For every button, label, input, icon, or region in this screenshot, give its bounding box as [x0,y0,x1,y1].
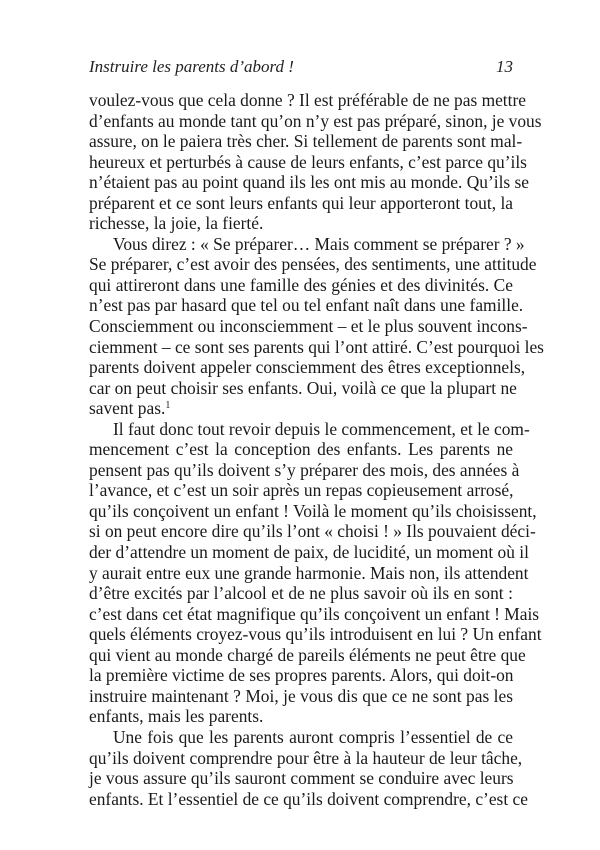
text-line: n’est pas par hasard que tel ou tel enfant naît dans une famille. [89,295,524,316]
paragraph [89,233,544,419]
text-line: d’enfants au monde tant qu’on n’y est pas préparé, sinon, je vous [89,110,542,131]
text-line: qui vient au monde chargé de pareils éléments ne peut être que [89,644,526,665]
text-line: ciemment – ce sont ses parents qui l’ont attiré. C’est pourquoi les [89,336,544,357]
text-line: qu’ils doivent comprendre pour être à la hauteur de leur tâche, [89,747,523,768]
text-line: richesse, la joie, la fierté. [89,213,264,234]
text-line: heureux et perturbés à cause de leurs enfants, c’est parce qu’ils [89,151,527,172]
paragraph [89,90,542,234]
text-line: préparent et ce sont leurs enfants qui leur apporteront tout, la [89,192,513,213]
text-line: quels éléments croyez-vous qu’ils introduisent en lui ? Un enfant [89,624,542,645]
text-line: instruire maintenant ? Moi, je vous dis que ce ne sont pas les [89,685,513,706]
text-line: der d’attendre un moment de paix, de lucidité, un moment où il [89,542,529,563]
text-line: qu’ils conçoivent un enfant ! Voilà le moment qu’ils choisissent, [89,500,537,521]
text-fragment: savent pas. [89,398,166,419]
text-line: enfants, mais les parents. [89,706,264,727]
text-line: n’étaient pas au point quand ils les ont mis au monde. Qu’ils se [89,172,530,193]
chapter-title: Instruire les parents d’abord ! [89,57,294,76]
text-line: l’avance, et c’est un soir après un repas copieusement arrosé, [89,480,514,501]
text-line [89,398,513,419]
text-line: Vous direz : « Se préparer… Mais comment se préparer ? » [113,233,525,254]
paragraph [89,418,542,727]
text-line: si on peut encore dire qu’ils l’ont « choisi ! » Ils pouvaient déci- [89,521,536,542]
text-line: y aurait entre eux une grande harmonie. Mais non, ils attendent [89,562,529,583]
text-line: car on peut choisir ses enfants. Oui, voilà ce que la plupart ne [89,377,517,398]
text-line: pensent pas qu’ils doivent s’y préparer des mois, des années à [89,459,520,480]
text-line: parents doivent appeler consciemment des êtres exceptionnels, [89,357,526,378]
body-text [89,90,544,809]
text-line: voulez-vous que cela donne ? Il est préférable de ne pas mettre [89,90,526,110]
running-header [89,57,513,77]
text-line: Consciemment ou inconsciemment – et le plus souvent incons- [89,316,528,337]
text-line: Une fois que les parents auront compris l’essentiel de ce [113,726,513,747]
text-line: la première victime de ses propres parents. Alors, qui doit-on [89,665,514,686]
text-line: d’être excités par l’alcool et de ne plus savoir où ils en sont : [89,583,513,604]
text-line: c’est dans cet état magnifique qu’ils conçoivent un enfant ! Mais [89,603,540,624]
paragraph [89,726,528,809]
text-line: enfants. Et l’essentiel de ce qu’ils doivent comprendre, c’est ce [89,788,528,809]
text-line: Se préparer, c’est avoir des pensées, des sentiments, une attitude [89,254,537,275]
text-line: qui attireront dans une famille des génies et des divinités. Ce [89,274,513,295]
footnote-marker[interactable]: 1 [165,400,171,412]
text-line: je vous assure qu’ils sauront comment se conduire avec leurs [89,768,514,789]
text-line: mencement c’est la conception des enfants. Les parents ne [89,439,513,460]
page-number: 13 [496,57,513,76]
text-line: Il faut donc tout revoir depuis le commencement, et le com- [113,418,530,439]
text-line: assure, on le paiera très cher. Si tellement de parents sont mal- [89,131,523,152]
